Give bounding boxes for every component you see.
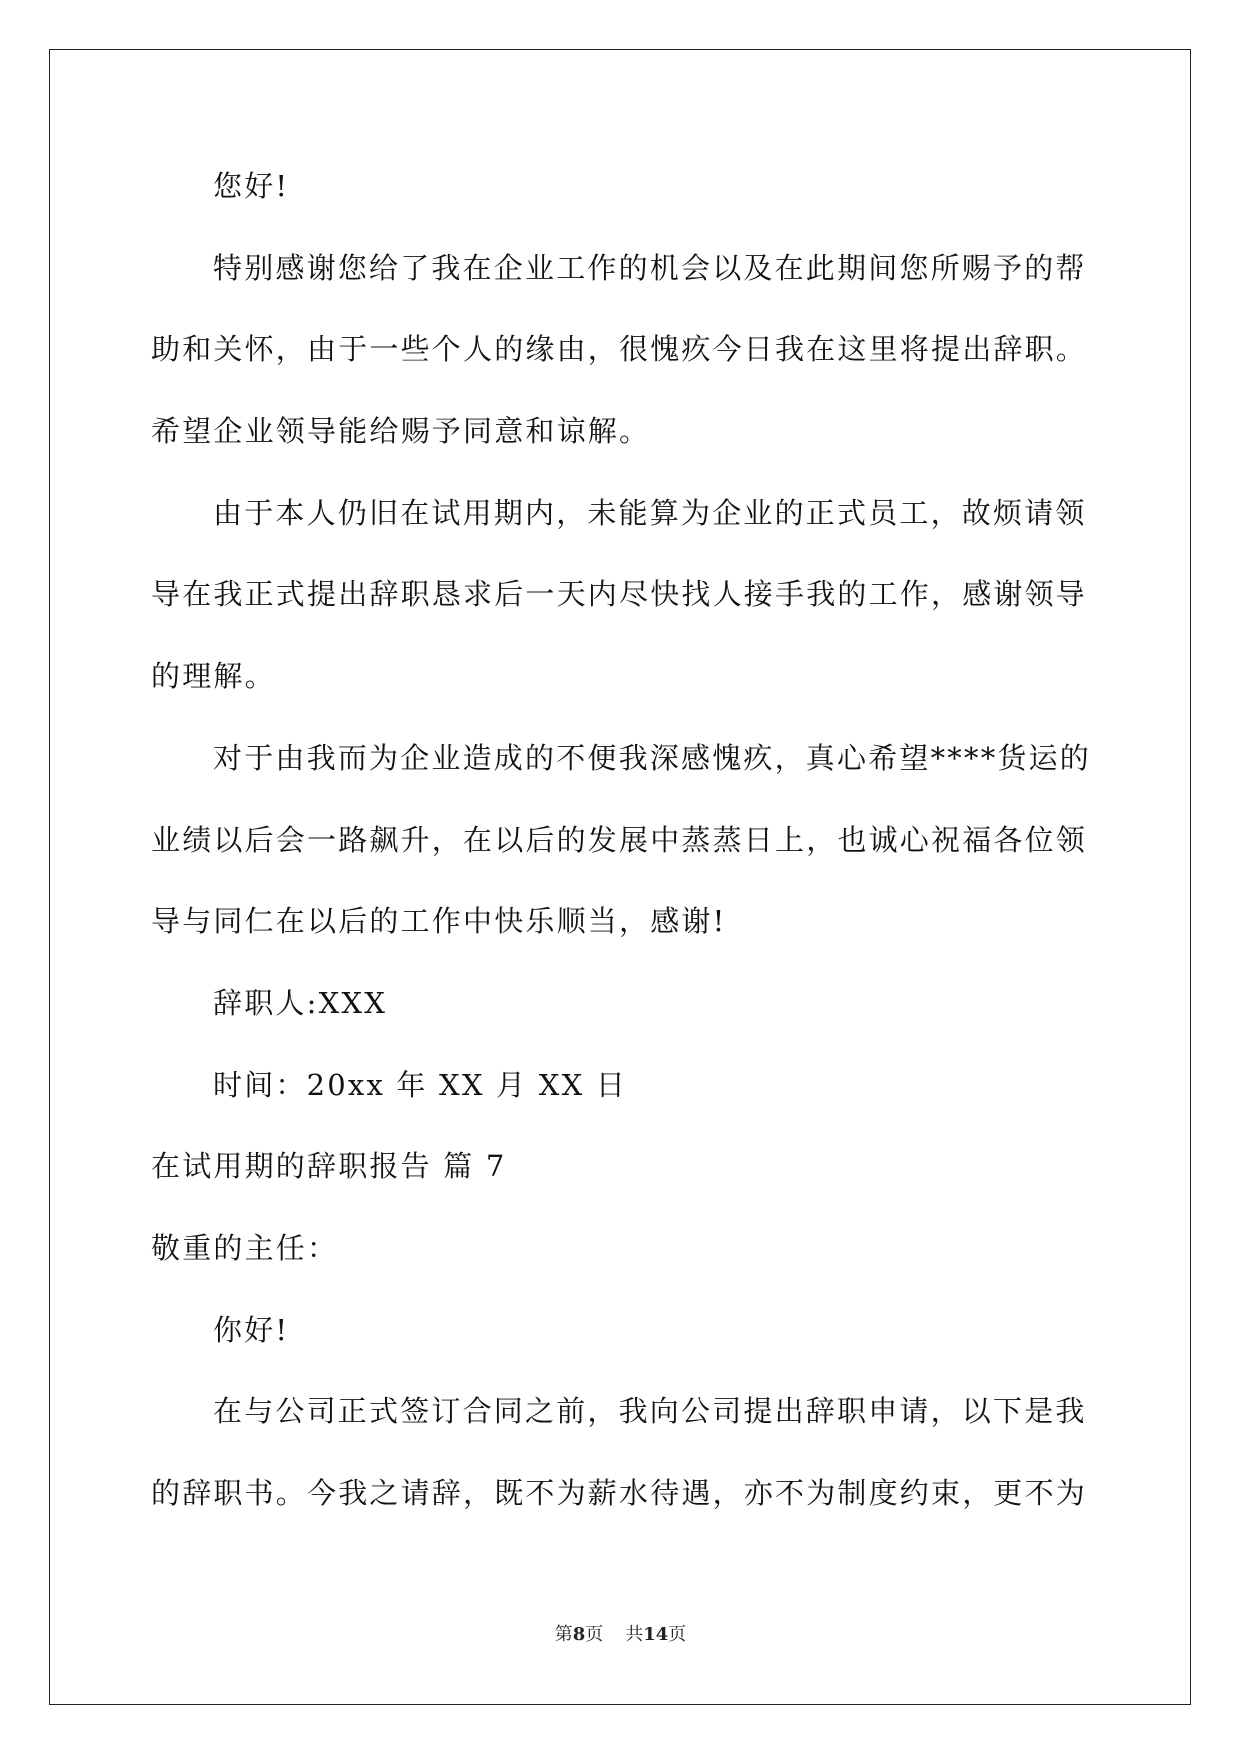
paragraph-line: 业绩以后会一路飙升，在以后的发展中蒸蒸日上，也诚心祝福各位领 (151, 822, 1088, 857)
total-suffix: 页 (668, 1624, 687, 1645)
page-footer (0, 1620, 1241, 1646)
total-prefix: 共 (625, 1624, 644, 1645)
paragraph-line: 希望企业领导能给赐予同意和谅解。 (151, 414, 651, 449)
page-suffix: 页 (585, 1624, 604, 1645)
paragraph-line: 助和关怀，由于一些个人的缘由，很愧疚今日我在这里将提出辞职。 (151, 332, 1088, 367)
section-title: 在试用期的辞职报告 篇 7 (151, 1149, 507, 1184)
paragraph-line: 特别感谢您给了我在企业工作的机会以及在此期间您所赐予的帮 (213, 250, 1087, 285)
paragraph-line: 对于由我而为企业造成的不便我深感愧疚，真心希望****货运的 (213, 740, 1092, 775)
paragraph-line: 由于本人仍旧在试用期内，未能算为企业的正式员工，故烦请领 (213, 495, 1087, 530)
page-prefix: 第 (554, 1624, 573, 1645)
total-pages: 14 (643, 1624, 669, 1645)
greeting-line: 你好! (213, 1312, 290, 1347)
signature-line: 辞职人:XXX (213, 985, 388, 1020)
document-body (151, 146, 1091, 1535)
paragraph-line: 在与公司正式签订合同之前，我向公司提出辞职申请，以下是我 (213, 1394, 1087, 1429)
date-line: 时间：20xx 年 XX 月 XX 日 (213, 1067, 628, 1102)
salutation-line: 敬重的主任： (151, 1230, 339, 1265)
greeting-line: 您好! (213, 169, 290, 203)
paragraph-line: 的辞职书。今我之请辞，既不为薪水待遇，亦不为制度约束，更不为 (151, 1476, 1088, 1510)
page-number: 8 (572, 1624, 586, 1645)
paragraph-line: 导在我正式提出辞职恳求后一天内尽快找人接手我的工作，感谢领导 (151, 577, 1088, 612)
paragraph-line: 的理解。 (151, 659, 276, 694)
paragraph-line: 导与同仁在以后的工作中快乐顺当，感谢! (151, 904, 727, 939)
